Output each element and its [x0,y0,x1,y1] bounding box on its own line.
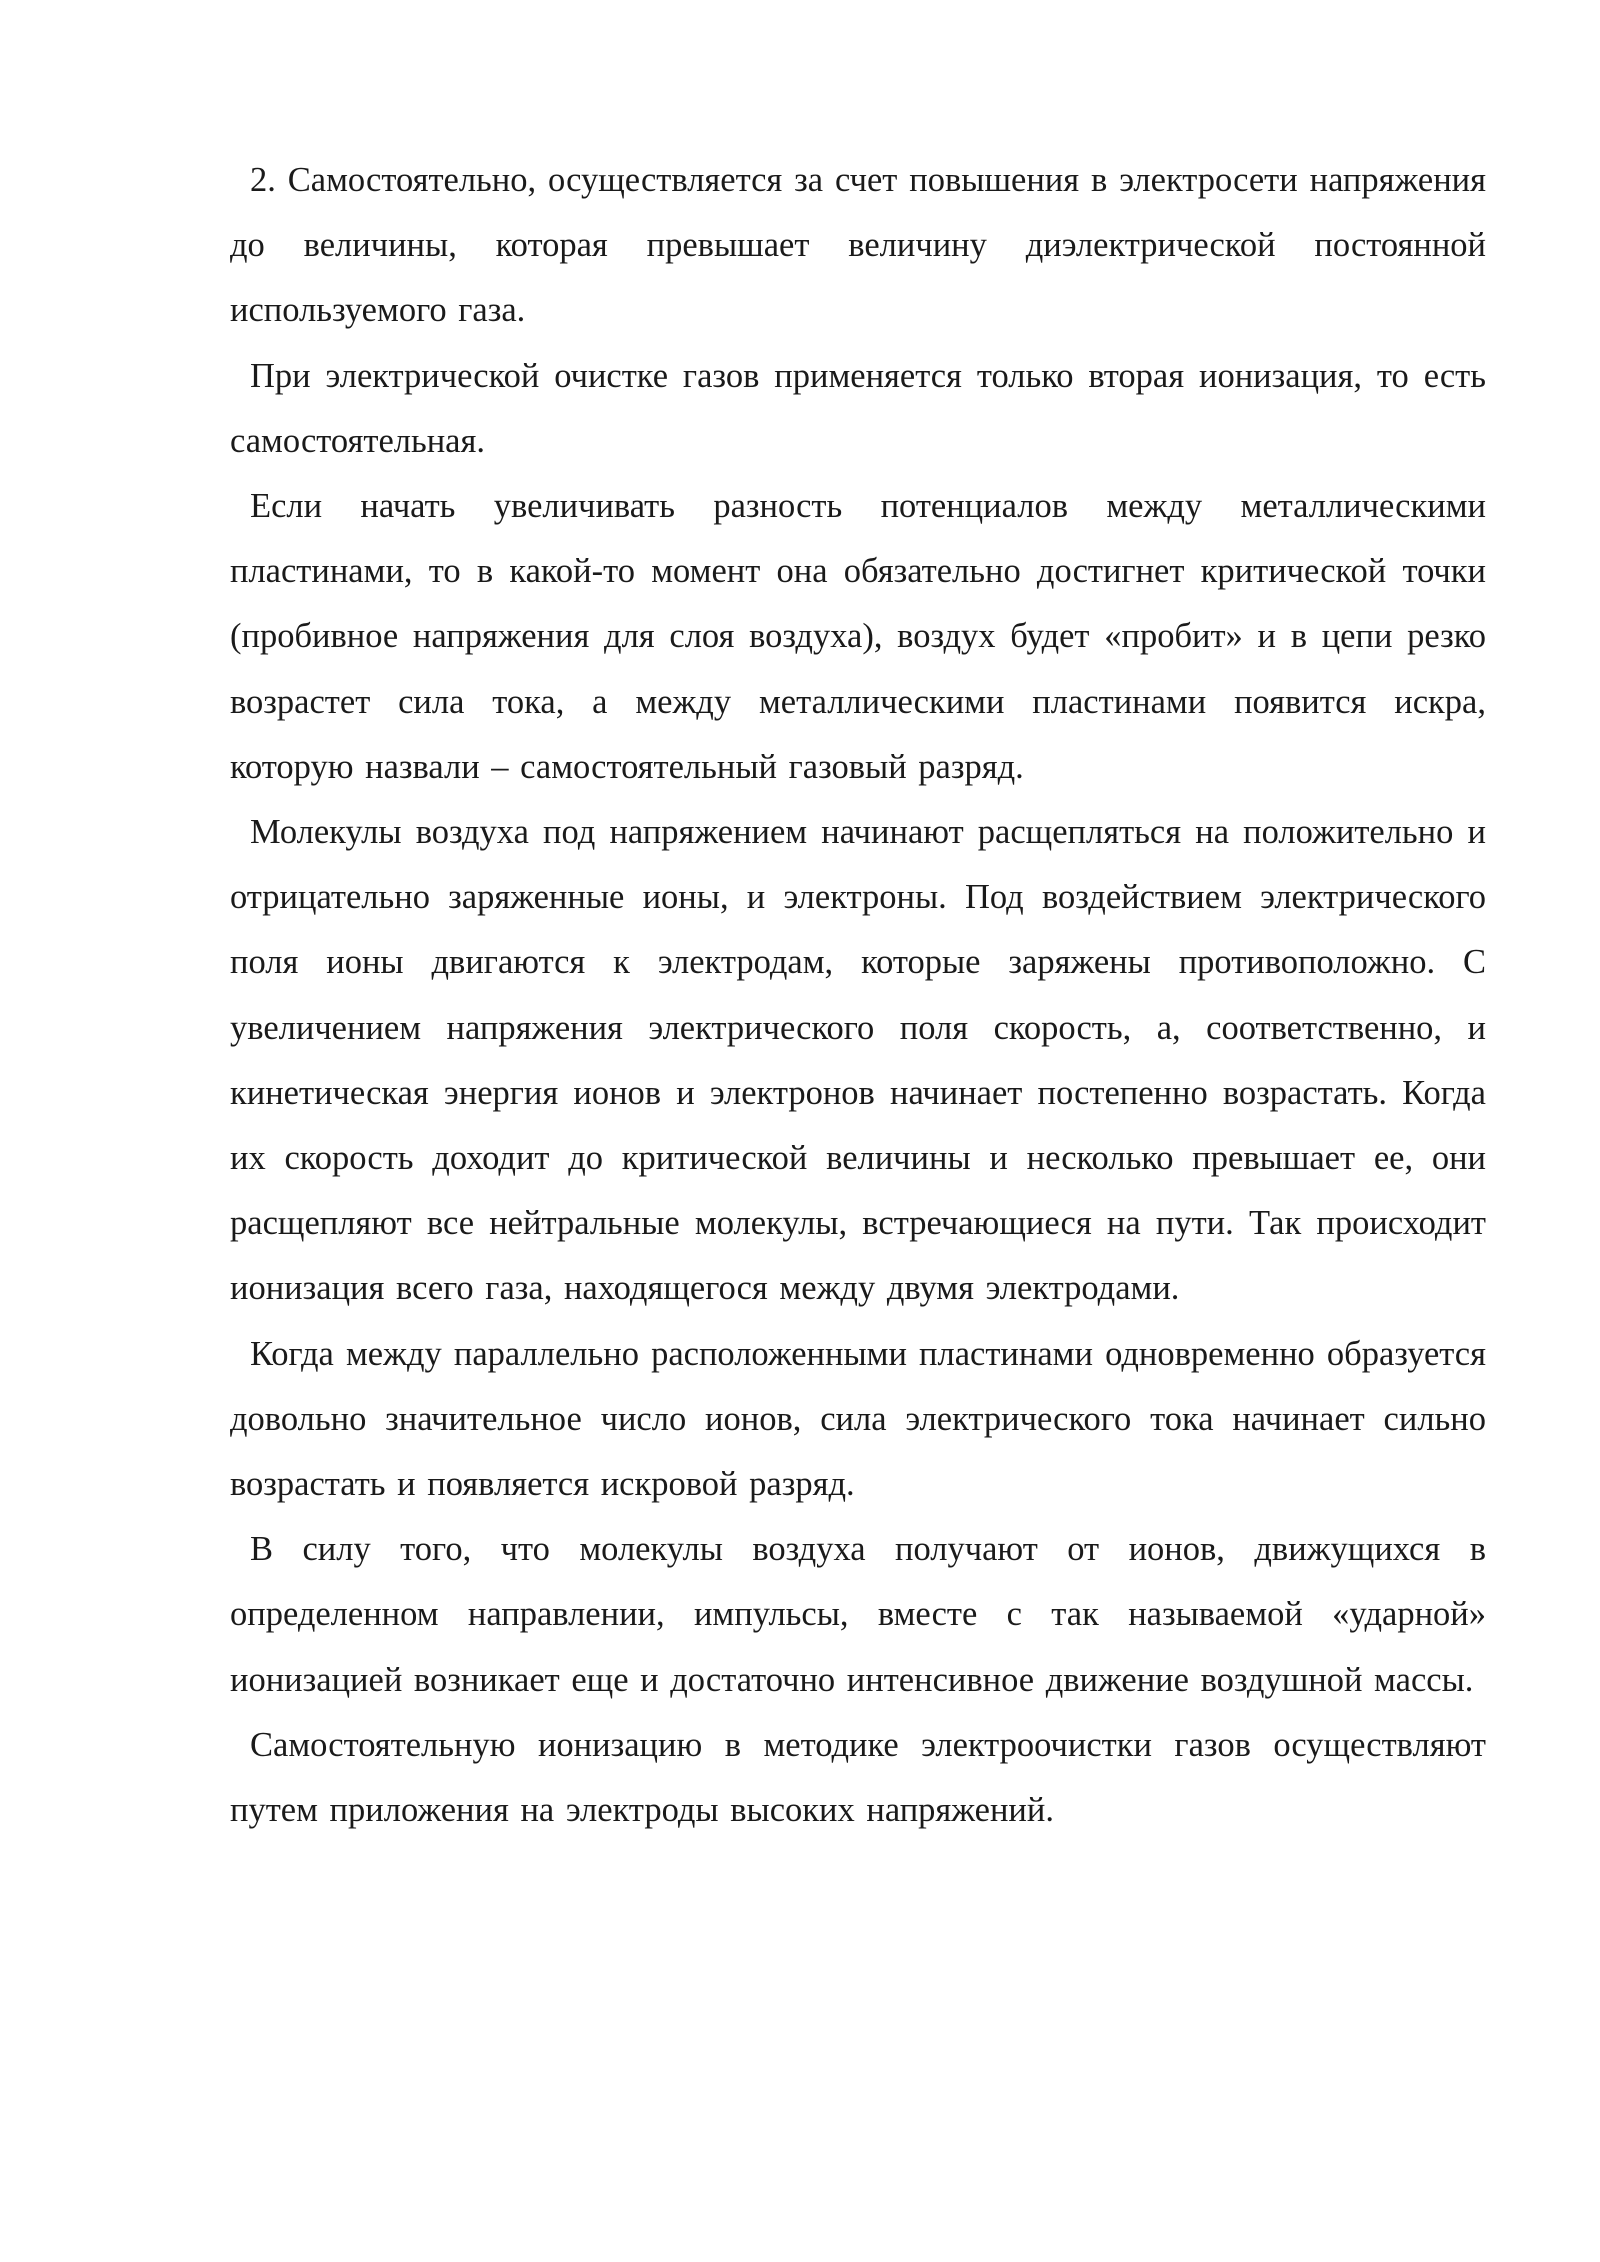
paragraph-gas-discharge: Если начать увеличивать разность потенциалов между металлическими пластинами, то в какой-то момент она обязательно достигнет критической точки (пробивное напряжения для слоя воздуха), воздух будет «пробит» и в цепи резко возрастет сила тока, а между металлическими пластинами появится искра, которую назвали – самостоятельный газовый разряд. [230,487,1486,786]
paragraph-impact-ionization: В силу того, что молекулы воздуха получают от ионов, движущихся в определенном направлении, импульсы, вместе с так называемой «ударной» ионизацией возникает еще и достаточно интенсивное движение воздушной массы. [230,1530,1486,1699]
paragraph-spark-discharge: Когда между параллельно расположенными пластинами одновременно образуется довольно значительное число ионов, сила электрического тока начинает сильно возрастать и появляется искровой разряд. [230,1334,1486,1504]
paragraph-molecules-splitting: Молекулы воздуха под напряжением начинают расщепляться на положительно и отрицательно заряженные ионы, и электроны. Под воздействием электрического поля ионы двигаются к электродам, которые заряжены противоположно. С увеличением напряжения электрического поля скорость, а, соответственно, и кинетическая энергия ионов и электронов начинает постепенно возрастать. Когда их скорость доходит до критической величины и несколько превышает ее, они расщепляют все нейтральные молекулы, встречающиеся на пути. Так происходит ионизация всего газа, находящегося между двумя электродами. [230,813,1486,1308]
paragraph-high-voltage: Самостоятельную ионизацию в методике электроочистки газов осуществляют путем приложения на электроды высоких напряжений. [230,1725,1486,1830]
document-page [230,148,1486,1843]
paragraph-self-ionization: 2. Самостоятельно, осуществляется за счет повышения в электросети напряжения до величины, которая превышает величину диэлектрической постоянной используемого газа. [230,161,1486,330]
paragraph-second-ionization: При электрической очистке газов применяется только вторая ионизация, то есть самостоятельная. [230,356,1486,460]
